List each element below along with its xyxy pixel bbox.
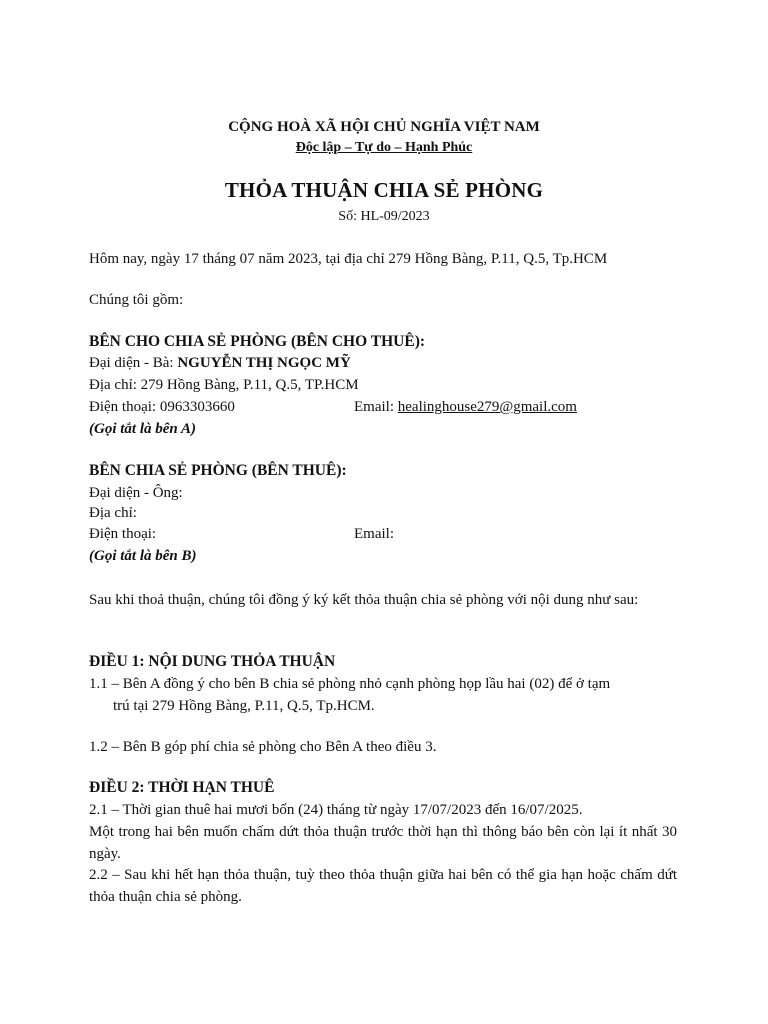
clause-1-2: 1.2 – Bên B góp phí chia sẻ phòng cho Bên A theo điều 3. xyxy=(89,739,437,755)
party-b-address: Địa chỉ: xyxy=(89,505,137,521)
party-b-phone: Điện thoại: xyxy=(89,526,157,542)
party-a-alias: (Gọi tắt là bên A) xyxy=(89,421,196,437)
party-a-email-wrap xyxy=(354,397,577,417)
we-include-text: Chúng tôi gồm: xyxy=(89,292,184,308)
clause-2-1: 2.1 – Thời gian thuê hai mươi bốn (24) tháng từ ngày 17/07/2023 đến 16/07/2025. xyxy=(89,802,583,818)
clause-1-1-continued: trú tại 279 Hồng Bàng, P.11, Q.5, Tp.HCM. xyxy=(113,698,375,714)
party-a-email-label: Email: xyxy=(354,399,398,415)
party-a-phone: Điện thoại: 0963303660 xyxy=(89,399,235,415)
party-a-heading: BÊN CHO CHIA SẺ PHÒNG (BÊN CHO THUÊ): xyxy=(89,333,426,350)
national-motto: Độc lập – Tự do – Hạnh Phúc xyxy=(295,140,473,155)
party-b-heading: BÊN CHIA SẺ PHÒNG (BÊN THUÊ): xyxy=(89,462,347,479)
clause-2-2: 2.2 – Sau khi hết hạn thỏa thuận, tuỳ theo thỏa thuận giữa hai bên có thể gia hạn hoặc chấm dứt thỏa thuận chia sẻ phòng. xyxy=(89,867,677,905)
party-a-contact-row xyxy=(89,397,689,417)
party-b-representative: Đại diện - Ông: xyxy=(89,485,183,501)
clause-1-1: 1.1 – Bên A đồng ý cho bên B chia sẻ phòng nhỏ cạnh phòng họp lầu hai (02) để ở tạm xyxy=(89,676,611,692)
agreement-intro: Sau khi thoả thuận, chúng tôi đồng ý ký kết thỏa thuận chia sẻ phòng với nội dung như sau: xyxy=(89,592,639,608)
party-a-rep-name: NGUYỄN THỊ NGỌC MỸ xyxy=(177,355,351,371)
clause-2-1-note: Một trong hai bên muốn chấm dứt thỏa thuận trước thời hạn thì thông báo bên còn lại ít nhất 30 ngày. xyxy=(89,824,677,862)
country-header: CỘNG HOÀ XÃ HỘI CHỦ NGHĨA VIỆT NAM xyxy=(228,119,540,135)
party-b-alias: (Gọi tắt là bên B) xyxy=(89,548,197,564)
intro-paragraph: Hôm nay, ngày 17 tháng 07 năm 2023, tại địa chỉ 279 Hồng Bàng, P.11, Q.5, Tp.HCM xyxy=(89,251,608,267)
article-1-heading: ĐIỀU 1: NỘI DUNG THỎA THUẬN xyxy=(89,653,336,670)
article-2-heading: ĐIỀU 2: THỜI HẠN THUÊ xyxy=(89,779,275,796)
document-title: THỎA THUẬN CHIA SẺ PHÒNG xyxy=(224,178,544,202)
party-b-contact-row xyxy=(89,524,689,544)
party-b-email: Email: xyxy=(354,526,394,542)
document-number: Số: HL-09/2023 xyxy=(338,209,430,224)
party-a-address: Địa chỉ: 279 Hồng Bàng, P.11, Q.5, TP.HCM xyxy=(89,377,359,393)
party-a-representative xyxy=(89,353,351,373)
party-a-rep-label: Đại diện - Bà: xyxy=(89,355,178,371)
party-a-email-link[interactable]: healinghouse279@gmail.com xyxy=(397,399,577,415)
